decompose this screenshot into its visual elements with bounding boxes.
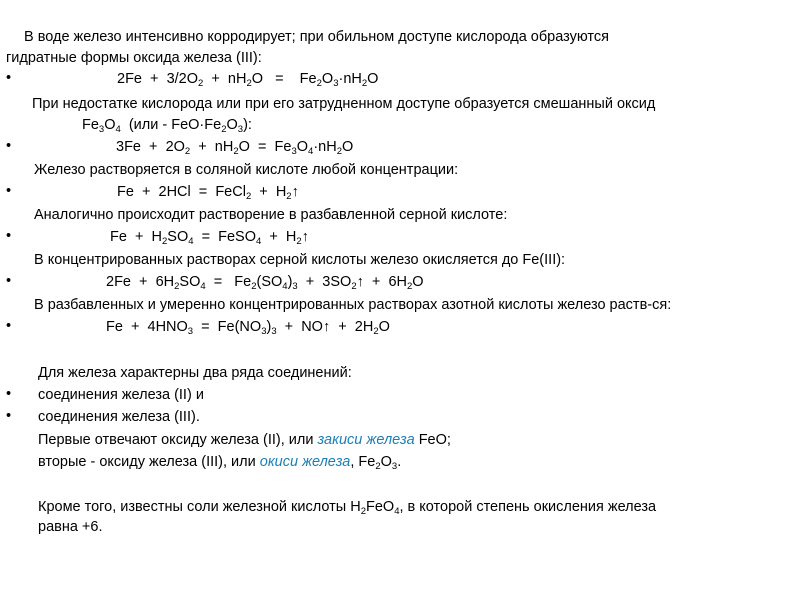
text-line: гидратные формы оксида железа (III): (6, 50, 262, 66)
text-line: Для железа характерны два ряда соединений: (38, 365, 352, 381)
text-line: В разбавленных и умеренно концентрированных растворах азотной кислоты железо раств-ся: (34, 297, 672, 313)
equation: $2Fe + 6H_2SO_4 = Fe_2(SO_4)_3$ + $3SO_2↑ + 6H_2O$ (106, 274, 424, 292)
bullet: • (6, 273, 12, 289)
text-line: вторые - оксиду железа (III), или окиси железа, $Fe_2O_3$. (38, 454, 402, 472)
equation: $2Fe + 3/2O_2 + nH_2O$ = $Fe_2O_3\cdot nH_2O$ (117, 71, 379, 89)
text-line: Железо растворяется в соляной кислоте любой концентрации: (34, 162, 459, 178)
bullet: • (6, 228, 12, 244)
bullet: • (6, 408, 12, 424)
text-line: При недостатке кислорода или при его затрудненном доступе образуется смешанный оксид (32, 96, 656, 112)
list-item: соединения железа (II) и (38, 387, 204, 403)
text-line: В воде железо интенсивно корродирует; при обильном доступе кислорода образуются (24, 29, 610, 45)
bullet: • (6, 138, 12, 154)
bullet: • (6, 318, 12, 334)
text-line: В концентрированных растворах серной кислоты железо окисляется до Fe(III): (34, 252, 566, 268)
bullet: • (6, 70, 12, 86)
equation: $Fe + H_2SO_4$ = FeSO$_4$ + $H_2↑$ (110, 229, 309, 247)
term-highlight: закиси железа (317, 432, 415, 448)
text-line: Кроме того, известны соли железной кислоты $H_2FeO_4$, в которой степень окисления железа (38, 499, 657, 517)
equation: $3Fe + 2O_2 + nH_2O = Fe_3O_4\cdot nH_2O$ (116, 139, 354, 157)
equation: $Fe + 4HNO_3 = Fe(NO_3)_3$ + NO↑ + $2H_2O$ (106, 319, 390, 337)
equation: $Fe_3O_4$ $(или - FeO\cdot Fe_2O_3)$: (82, 117, 252, 135)
bullet: • (6, 386, 12, 402)
text-line: Аналогично происходит растворение в разбавленной серной кислоте: (34, 207, 508, 223)
bullet: • (6, 183, 12, 199)
text-line: Первые отвечают оксиду железа (II), или закиси железа FeO; (38, 432, 451, 448)
text-line: равна +6. (38, 519, 103, 535)
equation: Fe + 2HCl = FeCl$_2$ + $H_2↑$ (117, 184, 299, 202)
term-highlight: окиси железа (259, 454, 351, 470)
list-item: соединения железа (III). (38, 409, 200, 425)
